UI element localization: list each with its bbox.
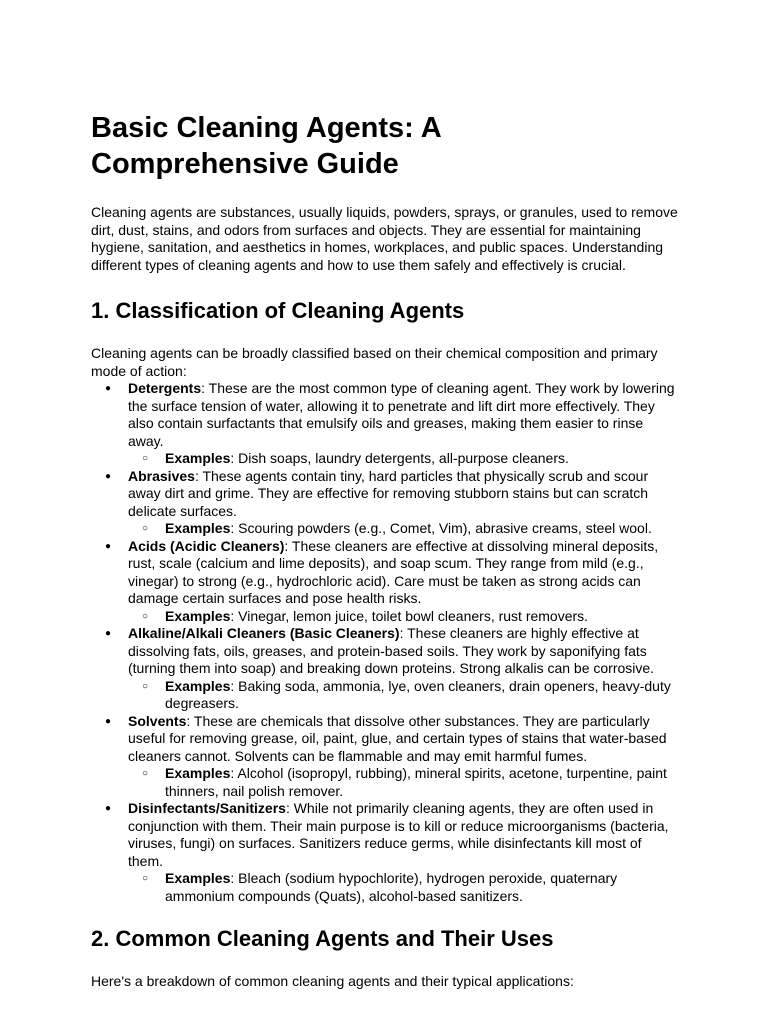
examples-text: : Scouring powders (e.g., Comet, Vim), abrasive creams, steel wool. — [230, 520, 652, 536]
list-item-term: Disinfectants/Sanitizers — [128, 800, 286, 816]
examples-list — [128, 520, 680, 538]
list-item-term: Solvents — [128, 712, 187, 729]
examples-item — [128, 520, 680, 538]
examples-label: Examples — [165, 450, 231, 466]
examples-list — [128, 450, 680, 468]
list-item-term: Abrasives — [128, 467, 195, 484]
list-item-solvents — [91, 713, 680, 801]
list-item-description: : These are the most common type of cleaning agent. They work by lowering the surface tension of water, allowing it to penetrate and lift dirt more effectively. They also contain surfactants that emulsify oils and greases, making them easier to rinse away. — [128, 380, 675, 449]
list-item-description: : These cleaners are highly effective at dissolving fats, oils, greases, and protein-based soils. They work by saponifying fats (turning them into soap) and breaking down proteins. Strong alkalis can be corrosive. — [128, 625, 655, 676]
section-heading-common-agents: 2. Common Cleaning Agents and Their Uses — [91, 926, 554, 951]
examples-item — [128, 678, 680, 713]
list-item-term: Detergents — [128, 380, 202, 396]
examples-item — [128, 608, 680, 626]
examples-list — [128, 608, 680, 626]
examples-label: Examples — [165, 765, 231, 781]
list-item-detergents — [91, 380, 680, 468]
list-item-term: Acids (Acidic Cleaners) — [128, 537, 285, 554]
list-item-acids — [91, 538, 680, 626]
list-item-description: : These agents contain tiny, hard particles that physically scrub and scour away dirt and grime. They are effective for removing stubborn stains but can scratch delicate surfaces. — [128, 467, 649, 519]
examples-list — [128, 678, 680, 713]
examples-label: Examples — [165, 520, 231, 536]
list-item-description: : While not primarily cleaning agents, they are often used in conjunction with them. Their main purpose is to kill or reduce microorganisms (bacteria, viruses, fungi) on surfaces. Sanitizers reduce germs, while disinfectants kill most of them. — [128, 800, 669, 869]
examples-text: : Alcohol (isopropyl, rubbing), mineral spirits, acetone, turpentine, paint thinners, nail polish remover. — [165, 765, 667, 799]
examples-text: : Dish soaps, laundry detergents, all-purpose cleaners. — [230, 450, 569, 466]
section-lead-classification: Cleaning agents can be broadly classified based on their chemical composition and primary mode of action: — [91, 345, 658, 379]
examples-item — [128, 450, 680, 468]
examples-label: Examples — [165, 677, 231, 694]
list-item-alkaline — [91, 625, 680, 713]
examples-text: : Baking soda, ammonia, lye, oven cleaners, drain openers, heavy-duty degreasers. — [165, 677, 671, 711]
examples-item — [128, 765, 680, 800]
examples-label: Examples — [165, 607, 231, 624]
section-lead-common-agents: Here's a breakdown of common cleaning agents and their typical applications: — [91, 973, 574, 989]
examples-label: Examples — [165, 870, 231, 886]
examples-text: : Vinegar, lemon juice, toilet bowl cleaners, rust removers. — [230, 607, 589, 624]
list-item-term: Alkaline/Alkali Cleaners (Basic Cleaners) — [128, 625, 400, 641]
examples-list — [128, 765, 680, 800]
intro-paragraph: Cleaning agents are substances, usually liquids, powders, sprays, or granules, used to remove dirt, dust, stains, and odors from surfaces and objects. They are essential for maintaining hygiene, sanitation, and aesthetics in homes, workplaces, and public spaces. Understanding different types of cleaning agents and how to use them safely and effectively is crucial. — [91, 204, 678, 273]
examples-text: : Bleach (sodium hypochlorite), hydrogen peroxide, quaternary ammonium compounds (Quats), alcohol-based sanitizers. — [165, 870, 618, 904]
list-item-disinfectants — [91, 800, 680, 905]
examples-list — [128, 870, 680, 905]
list-item-description: : These cleaners are effective at dissolving mineral deposits, rust, scale (calcium and lime deposits), and soap scum. They range from mild (e.g., vinegar) to strong (e.g., hydrochloric acid). Care must be taken as strong acids can damage certain surfaces and pose health risks. — [128, 537, 659, 606]
list-item-abrasives — [91, 468, 680, 538]
section-heading-classification: 1. Classification of Cleaning Agents — [91, 298, 465, 323]
examples-item — [128, 870, 680, 905]
classification-list — [91, 380, 680, 905]
list-item-description: : These are chemicals that dissolve other substances. They are particularly useful for removing grease, oil, paint, glue, and certain types of stains that water-based cleaners cannot. Solvents can be flammable and may emit harmful fumes. — [128, 712, 667, 764]
page-title: Basic Cleaning Agents: A Comprehensive Guide — [91, 112, 441, 180]
